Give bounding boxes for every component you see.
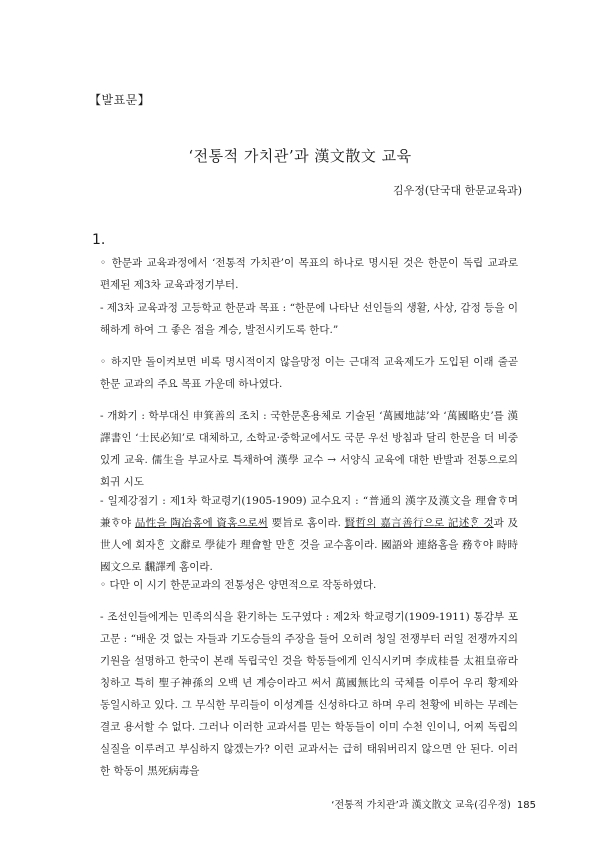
paragraph-2: - 제3차 교육과정 고등학교 한문과 목표 : “한문에 나타난 선인들의 생활, 사상, 감정 등을 이해하게 하여 그 좋은 점을 계승, 발전시키도록 한다.”: [100, 302, 518, 336]
paragraph-6: ◦ 다만 이 시기 한문교과의 전통성은 양면적으로 작동하였다.: [100, 579, 377, 591]
page-footer: [331, 796, 536, 811]
para5-underline-2: 賢哲의 嘉言善行으로 記述ᄒᆞᆫ 것: [344, 517, 494, 529]
presentation-tag: 【발표문】: [89, 93, 151, 107]
para5-post: 과 及世人에 회자ᄒᆞᆫ 文辭로 學徒가 理會할 만ᄒᆞᆫ 것을 교수홈이라. 國語와 連絡홈을 務ᄒᆞ야 時時國文으로 飜譯케 홈이라.: [100, 517, 519, 573]
paper-title: ‘전통적 가치관’과 漢文散文 교육: [188, 147, 412, 165]
para5-underline-1: 品性을 陶冶홈에 資홈으로써: [134, 517, 268, 529]
page-number: 185: [516, 800, 536, 811]
running-title: ‘전통적 가치관’과 漢文散文 교육(김우정): [331, 800, 511, 811]
paragraph-7: - 조선인들에게는 민족의식을 환기하는 도구였다 : 제2차 학교령기(1909-1911) 통감부 포고문 : “배운 것 없는 자들과 기도승들의 주장을 들어 오히려 청일 전쟁부터 러일 전쟁까지의 기원을 설명하고 한국이 본래 독립국인 것을 학동들에게 인식시키며 李成桂를 太祖皇帝라 칭하고 특히 聖子神孫의 오백 년 계승이라고 써서 萬國無比의 국체를 이루어 우리 황제와 동일시하고 있다. 그 무식한 무리들이 이성계를 신성하다고 하며 우리 천황에 비하는 무례는 결코 용서할 수 없다. 그러나 이러한 교과서를 믿는 학동들이 이미 수천 인이니, 어찌 독립의 실질을 이루려고 부심하지 않겠는가? 이런 교과서는 급히 태워버리지 않으면 안 된다. 이러한 학동이 黑死病毒을: [100, 611, 518, 777]
paragraph-4: - 개화기 : 학부대신 申箕善의 조치 : 국한문혼용체로 기술된 ‘萬國地誌’와 ‘萬國略史’를 漢譯書인 ‘士民必知’로 대체하고, 소학교·중학교에서도 국문 우선 방침과 달리 한문을 더 비중 있게 교육. 儒生을 부교사로 특채하여 漢學 교수 → 서양식 교육에 대한 반발과 전통으로의 회귀 시도: [100, 410, 518, 488]
author-affiliation: 김우정(단국대 한문교육과): [393, 184, 522, 197]
para5-pre: - 일제강점기 : 제1차 학교령기(1905-1909) 교수요지 : “普通의 漢字及漢文을 理會ᄒᆞ며 兼ᄒᆞ야: [100, 495, 518, 529]
paragraph-3: ◦ 하지만 돌이켜보면 비록 명시적이지 않을망정 이는 근대적 교육제도가 도입된 이래 줄곧 한문 교과의 주요 목표 가운데 하나였다.: [100, 356, 518, 390]
paragraph-1: ◦ 한문과 교육과정에서 ‘전통적 가치관’이 목표의 하나로 명시된 것은 한문이 독립 교과로 편제된 제3차 교육과정기부터.: [100, 257, 518, 291]
paragraph-5: [100, 490, 518, 578]
section-number: 1.: [92, 232, 106, 248]
para5-mid: 要旨로 홈이라.: [267, 517, 345, 529]
